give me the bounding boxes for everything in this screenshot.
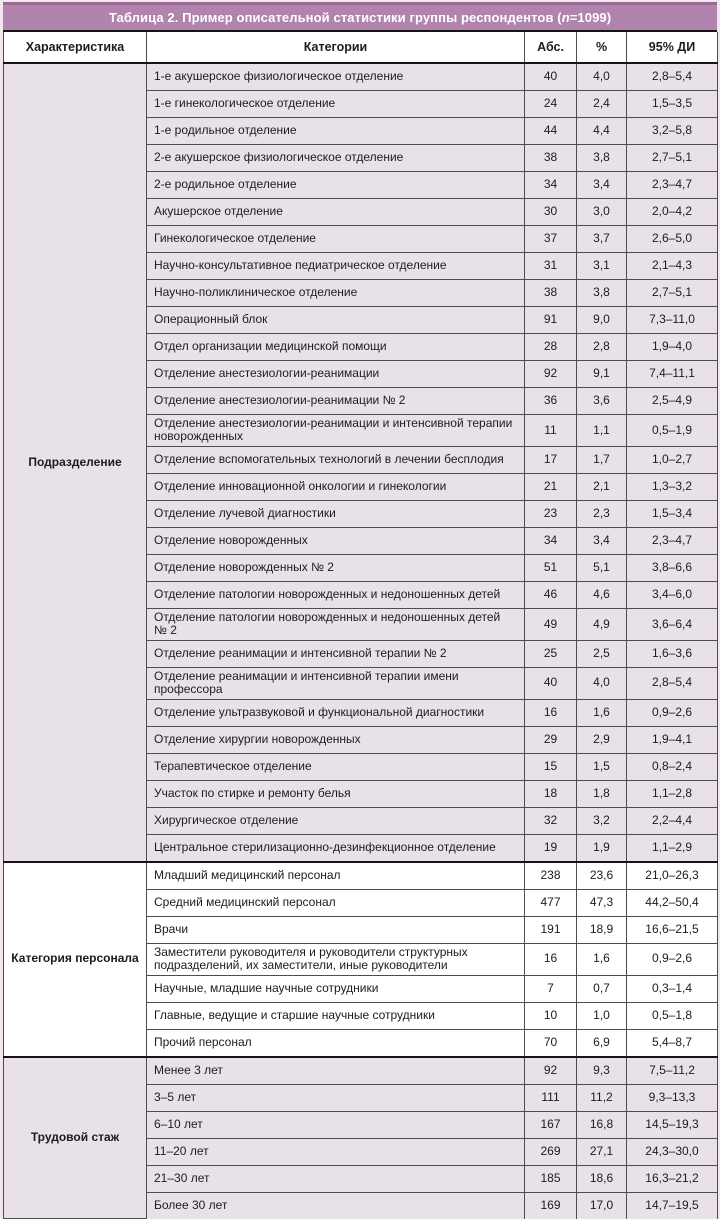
abs-cell: 238 xyxy=(525,862,577,890)
abs-cell: 36 xyxy=(525,388,577,415)
category-cell: Отделение ультразвуковой и функциональной диагностики xyxy=(147,699,525,726)
category-cell: Отделение новорожденных xyxy=(147,527,525,554)
percent-cell: 2,4 xyxy=(577,91,627,118)
percent-cell: 3,4 xyxy=(577,527,627,554)
percent-cell: 9,1 xyxy=(577,361,627,388)
percent-cell: 1,1 xyxy=(577,415,627,447)
ci-cell: 3,4–6,0 xyxy=(627,581,718,608)
percent-cell: 0,7 xyxy=(577,975,627,1002)
ci-cell: 2,6–5,0 xyxy=(627,226,718,253)
percent-cell: 4,0 xyxy=(577,667,627,699)
category-cell: Отделение реанимации и интенсивной терапии имени профессора xyxy=(147,667,525,699)
percent-cell: 3,2 xyxy=(577,807,627,834)
category-cell: Отделение анестезиологии-реанимации и интенсивной терапии новорожденных xyxy=(147,415,525,447)
category-cell: 11–20 лет xyxy=(147,1138,525,1165)
category-cell: 1-е гинекологическое отделение xyxy=(147,91,525,118)
percent-cell: 18,6 xyxy=(577,1165,627,1192)
percent-cell: 1,7 xyxy=(577,446,627,473)
abs-cell: 21 xyxy=(525,473,577,500)
category-cell: Отделение патологии новорожденных и недоношенных детей xyxy=(147,581,525,608)
ci-cell: 1,6–3,6 xyxy=(627,640,718,667)
percent-cell: 4,9 xyxy=(577,608,627,640)
category-cell: Младший медицинский персонал xyxy=(147,862,525,890)
category-cell: 2-е родильное отделение xyxy=(147,172,525,199)
abs-cell: 24 xyxy=(525,91,577,118)
category-cell: Терапевтическое отделение xyxy=(147,753,525,780)
category-cell: Более 30 лет xyxy=(147,1192,525,1219)
table-row xyxy=(4,862,718,890)
category-cell: Средний медицинский персонал xyxy=(147,889,525,916)
ci-cell: 3,6–6,4 xyxy=(627,608,718,640)
abs-cell: 40 xyxy=(525,667,577,699)
percent-cell: 1,6 xyxy=(577,699,627,726)
abs-cell: 15 xyxy=(525,753,577,780)
percent-cell: 2,1 xyxy=(577,473,627,500)
ci-cell: 21,0–26,3 xyxy=(627,862,718,890)
percent-cell: 27,1 xyxy=(577,1138,627,1165)
ci-cell: 3,8–6,6 xyxy=(627,554,718,581)
abs-cell: 10 xyxy=(525,1002,577,1029)
percent-cell: 16,8 xyxy=(577,1111,627,1138)
abs-cell: 18 xyxy=(525,780,577,807)
category-cell: Научно-поликлиническое отделение xyxy=(147,280,525,307)
percent-cell: 3,7 xyxy=(577,226,627,253)
ci-cell: 0,5–1,8 xyxy=(627,1002,718,1029)
category-cell: Менее 3 лет xyxy=(147,1057,525,1085)
header-ci: 95% ДИ xyxy=(627,32,718,63)
ci-cell: 16,6–21,5 xyxy=(627,916,718,943)
table-title-suffix: =1099) xyxy=(569,10,612,25)
ci-cell: 0,9–2,6 xyxy=(627,943,718,975)
abs-cell: 34 xyxy=(525,172,577,199)
percent-cell: 4,0 xyxy=(577,63,627,91)
percent-cell: 1,5 xyxy=(577,753,627,780)
ci-cell: 2,0–4,2 xyxy=(627,199,718,226)
abs-cell: 37 xyxy=(525,226,577,253)
category-cell: Отдел организации медицинской помощи xyxy=(147,334,525,361)
abs-cell: 167 xyxy=(525,1111,577,1138)
ci-cell: 2,8–5,4 xyxy=(627,63,718,91)
percent-cell: 1,0 xyxy=(577,1002,627,1029)
percent-cell: 4,4 xyxy=(577,118,627,145)
percent-cell: 5,1 xyxy=(577,554,627,581)
characteristic-group-cell: Категория персонала xyxy=(4,862,147,1057)
percent-cell: 2,5 xyxy=(577,640,627,667)
table-title-prefix: Таблица 2. Пример описательной статистики группы респондентов ( xyxy=(108,10,562,25)
header-abs: Абс. xyxy=(525,32,577,63)
abs-cell: 111 xyxy=(525,1084,577,1111)
abs-cell: 7 xyxy=(525,975,577,1002)
category-cell: 3–5 лет xyxy=(147,1084,525,1111)
characteristic-group-cell: Подразделение xyxy=(4,63,147,862)
percent-cell: 1,8 xyxy=(577,780,627,807)
abs-cell: 40 xyxy=(525,63,577,91)
ci-cell: 9,3–13,3 xyxy=(627,1084,718,1111)
ci-cell: 1,5–3,5 xyxy=(627,91,718,118)
abs-cell: 23 xyxy=(525,500,577,527)
ci-cell: 2,1–4,3 xyxy=(627,253,718,280)
category-cell: Отделение новорожденных № 2 xyxy=(147,554,525,581)
percent-cell: 18,9 xyxy=(577,916,627,943)
category-cell: Отделение анестезиологии-реанимации № 2 xyxy=(147,388,525,415)
ci-cell: 1,0–2,7 xyxy=(627,446,718,473)
abs-cell: 19 xyxy=(525,834,577,862)
ci-cell: 1,5–3,4 xyxy=(627,500,718,527)
abs-cell: 17 xyxy=(525,446,577,473)
abs-cell: 269 xyxy=(525,1138,577,1165)
ci-cell: 0,8–2,4 xyxy=(627,753,718,780)
category-cell: Участок по стирке и ремонту белья xyxy=(147,780,525,807)
abs-cell: 92 xyxy=(525,1057,577,1085)
percent-cell: 2,9 xyxy=(577,726,627,753)
category-cell: 2-е акушерское физиологическое отделение xyxy=(147,145,525,172)
category-cell: Отделение лучевой диагностики xyxy=(147,500,525,527)
table-title-n: n xyxy=(561,10,570,25)
category-cell: Научные, младшие научные сотрудники xyxy=(147,975,525,1002)
ci-cell: 5,4–8,7 xyxy=(627,1029,718,1057)
abs-cell: 191 xyxy=(525,916,577,943)
abs-cell: 185 xyxy=(525,1165,577,1192)
category-cell: 1-е акушерское физиологическое отделение xyxy=(147,63,525,91)
category-cell: 21–30 лет xyxy=(147,1165,525,1192)
abs-cell: 31 xyxy=(525,253,577,280)
table-body xyxy=(4,63,718,1219)
ci-cell: 7,3–11,0 xyxy=(627,307,718,334)
abs-cell: 34 xyxy=(525,527,577,554)
table-row xyxy=(4,63,718,91)
percent-cell: 9,0 xyxy=(577,307,627,334)
percent-cell: 3,6 xyxy=(577,388,627,415)
ci-cell: 2,2–4,4 xyxy=(627,807,718,834)
percent-cell: 23,6 xyxy=(577,862,627,890)
ci-cell: 0,9–2,6 xyxy=(627,699,718,726)
percent-cell: 3,8 xyxy=(577,145,627,172)
header-characteristic: Характеристика xyxy=(4,32,147,63)
abs-cell: 70 xyxy=(525,1029,577,1057)
ci-cell: 44,2–50,4 xyxy=(627,889,718,916)
abs-cell: 49 xyxy=(525,608,577,640)
header-categories: Категории xyxy=(147,32,525,63)
category-cell: Операционный блок xyxy=(147,307,525,334)
ci-cell: 7,4–11,1 xyxy=(627,361,718,388)
category-cell: Отделение инновационной онкологии и гинекологии xyxy=(147,473,525,500)
abs-cell: 38 xyxy=(525,145,577,172)
abs-cell: 16 xyxy=(525,699,577,726)
category-cell: Врачи xyxy=(147,916,525,943)
category-cell: Главные, ведущие и старшие научные сотрудники xyxy=(147,1002,525,1029)
ci-cell: 1,9–4,0 xyxy=(627,334,718,361)
abs-cell: 25 xyxy=(525,640,577,667)
table-row xyxy=(4,1057,718,1085)
abs-cell: 11 xyxy=(525,415,577,447)
percent-cell: 47,3 xyxy=(577,889,627,916)
header-row xyxy=(4,32,718,63)
table-header xyxy=(4,32,718,63)
ci-cell: 14,7–19,5 xyxy=(627,1192,718,1219)
abs-cell: 16 xyxy=(525,943,577,975)
ci-cell: 2,8–5,4 xyxy=(627,667,718,699)
percent-cell: 11,2 xyxy=(577,1084,627,1111)
header-percent: % xyxy=(577,32,627,63)
ci-cell: 3,2–5,8 xyxy=(627,118,718,145)
abs-cell: 169 xyxy=(525,1192,577,1219)
abs-cell: 91 xyxy=(525,307,577,334)
ci-cell: 1,9–4,1 xyxy=(627,726,718,753)
percent-cell: 6,9 xyxy=(577,1029,627,1057)
abs-cell: 51 xyxy=(525,554,577,581)
category-cell: Акушерское отделение xyxy=(147,199,525,226)
percent-cell: 3,4 xyxy=(577,172,627,199)
ci-cell: 2,5–4,9 xyxy=(627,388,718,415)
percent-cell: 3,1 xyxy=(577,253,627,280)
ci-cell: 2,7–5,1 xyxy=(627,145,718,172)
category-cell: Отделение патологии новорожденных и недоношенных детей № 2 xyxy=(147,608,525,640)
ci-cell: 2,3–4,7 xyxy=(627,527,718,554)
ci-cell: 14,5–19,3 xyxy=(627,1111,718,1138)
ci-cell: 1,3–3,2 xyxy=(627,473,718,500)
category-cell: Отделение хирургии новорожденных xyxy=(147,726,525,753)
category-cell: Хирургическое отделение xyxy=(147,807,525,834)
category-cell: Научно-консультативное педиатрическое отделение xyxy=(147,253,525,280)
category-cell: Центральное стерилизационно-дезинфекционное отделение xyxy=(147,834,525,862)
category-cell: Отделение вспомогательных технологий в лечении бесплодия xyxy=(147,446,525,473)
ci-cell: 0,5–1,9 xyxy=(627,415,718,447)
ci-cell: 1,1–2,9 xyxy=(627,834,718,862)
percent-cell: 2,8 xyxy=(577,334,627,361)
category-cell: Прочий персонал xyxy=(147,1029,525,1057)
statistics-table xyxy=(3,32,718,1219)
category-cell: 1-е родильное отделение xyxy=(147,118,525,145)
abs-cell: 30 xyxy=(525,199,577,226)
abs-cell: 477 xyxy=(525,889,577,916)
category-cell: Гинекологическое отделение xyxy=(147,226,525,253)
abs-cell: 92 xyxy=(525,361,577,388)
percent-cell: 3,8 xyxy=(577,280,627,307)
ci-cell: 0,3–1,4 xyxy=(627,975,718,1002)
percent-cell: 9,3 xyxy=(577,1057,627,1085)
abs-cell: 28 xyxy=(525,334,577,361)
percent-cell: 3,0 xyxy=(577,199,627,226)
category-cell: 6–10 лет xyxy=(147,1111,525,1138)
abs-cell: 44 xyxy=(525,118,577,145)
percent-cell: 1,9 xyxy=(577,834,627,862)
abs-cell: 32 xyxy=(525,807,577,834)
ci-cell: 24,3–30,0 xyxy=(627,1138,718,1165)
category-cell: Отделение реанимации и интенсивной терапии № 2 xyxy=(147,640,525,667)
abs-cell: 46 xyxy=(525,581,577,608)
category-cell: Заместители руководителя и руководители структурных подразделений, их заместители, иные руководители xyxy=(147,943,525,975)
percent-cell: 2,3 xyxy=(577,500,627,527)
ci-cell: 1,1–2,8 xyxy=(627,780,718,807)
category-cell: Отделение анестезиологии-реанимации xyxy=(147,361,525,388)
table-title xyxy=(3,2,717,32)
abs-cell: 38 xyxy=(525,280,577,307)
ci-cell: 7,5–11,2 xyxy=(627,1057,718,1085)
percent-cell: 17,0 xyxy=(577,1192,627,1219)
characteristic-group-cell: Трудовой стаж xyxy=(4,1057,147,1219)
percent-cell: 4,6 xyxy=(577,581,627,608)
ci-cell: 2,3–4,7 xyxy=(627,172,718,199)
ci-cell: 2,7–5,1 xyxy=(627,280,718,307)
ci-cell: 16,3–21,2 xyxy=(627,1165,718,1192)
percent-cell: 1,6 xyxy=(577,943,627,975)
abs-cell: 29 xyxy=(525,726,577,753)
